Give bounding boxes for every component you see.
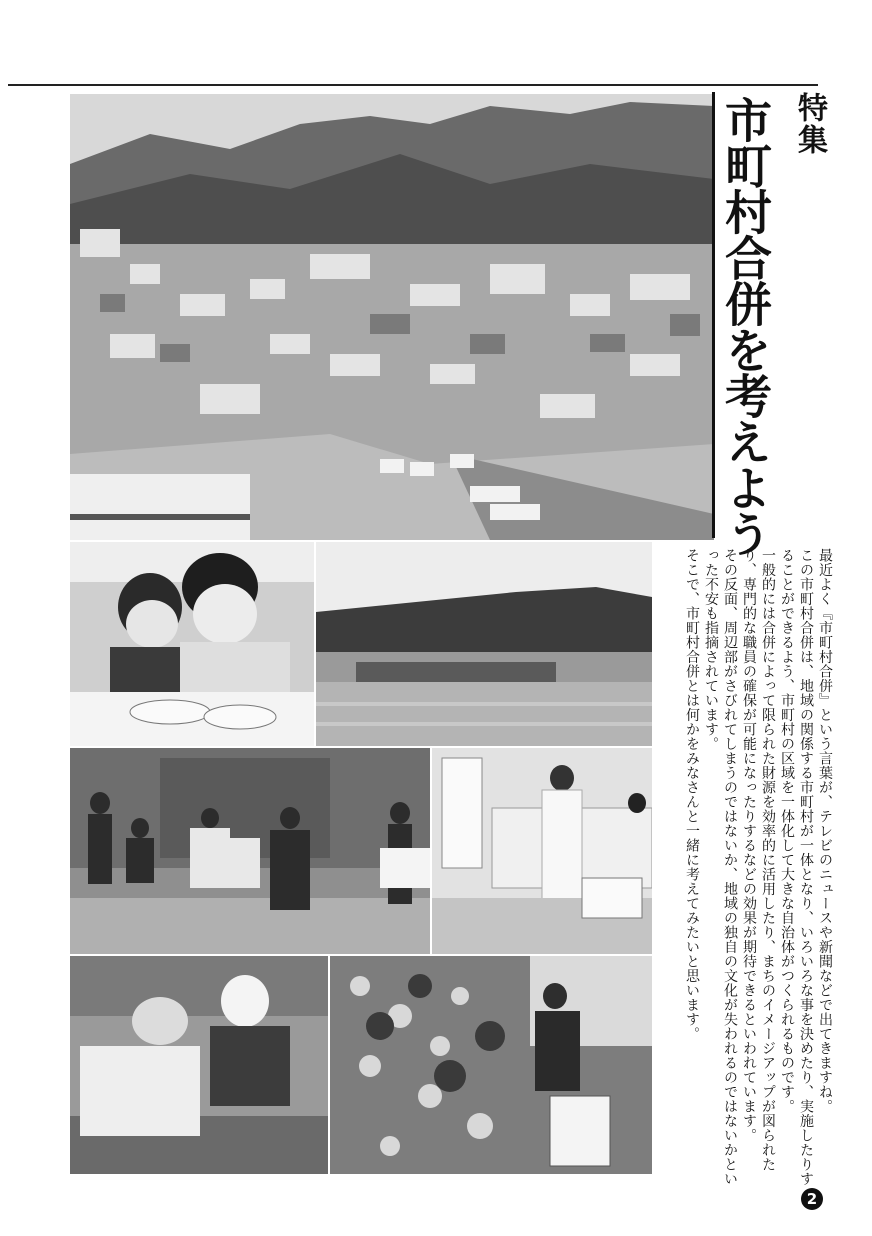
town-aerial-photo	[70, 94, 714, 540]
section-label: 特集	[792, 92, 827, 156]
rural-field-photo	[316, 542, 652, 746]
article-paragraph: そこで、市町村合併とは何かをみなさんと一緒に考えてみたいと思います。	[684, 548, 700, 1041]
article-paragraph: その反面、周辺部がさびれてしまうのではないか、地域の独自の文化が失われるのではないかといった不安も指摘されています。	[703, 548, 738, 1186]
article-paragraph: 最近よく『市町村合併』という言葉が、テレビのニュースや新聞などで出てきますね。	[817, 548, 833, 1114]
farm-workers-photo	[70, 956, 328, 1174]
page-number: 2	[801, 1188, 823, 1210]
top-rule	[8, 84, 818, 86]
fruit-harvest-photo	[330, 956, 652, 1174]
article-paragraph: 一般的には合併によって限られた財源を効率的に活用したり、まちのイメージアップが図られたり、専門的な職員の確保が可能になったりするなどの効果が期待できるといわれています。	[741, 548, 776, 1172]
children-meal-photo	[70, 542, 314, 746]
article-body	[654, 548, 834, 1188]
article-paragraph: この市町村合併は、地域の関係する市町村が一体となり、いろいろな事を決めたり、実施したりすることができるよう、市町村の区域を一体化して大きな自治体がつくられるものです。	[779, 548, 814, 1186]
page-title: 市町村合併を考えよう	[717, 96, 772, 556]
office-counter-photo	[432, 748, 652, 954]
elders-gathering-photo	[70, 748, 430, 954]
